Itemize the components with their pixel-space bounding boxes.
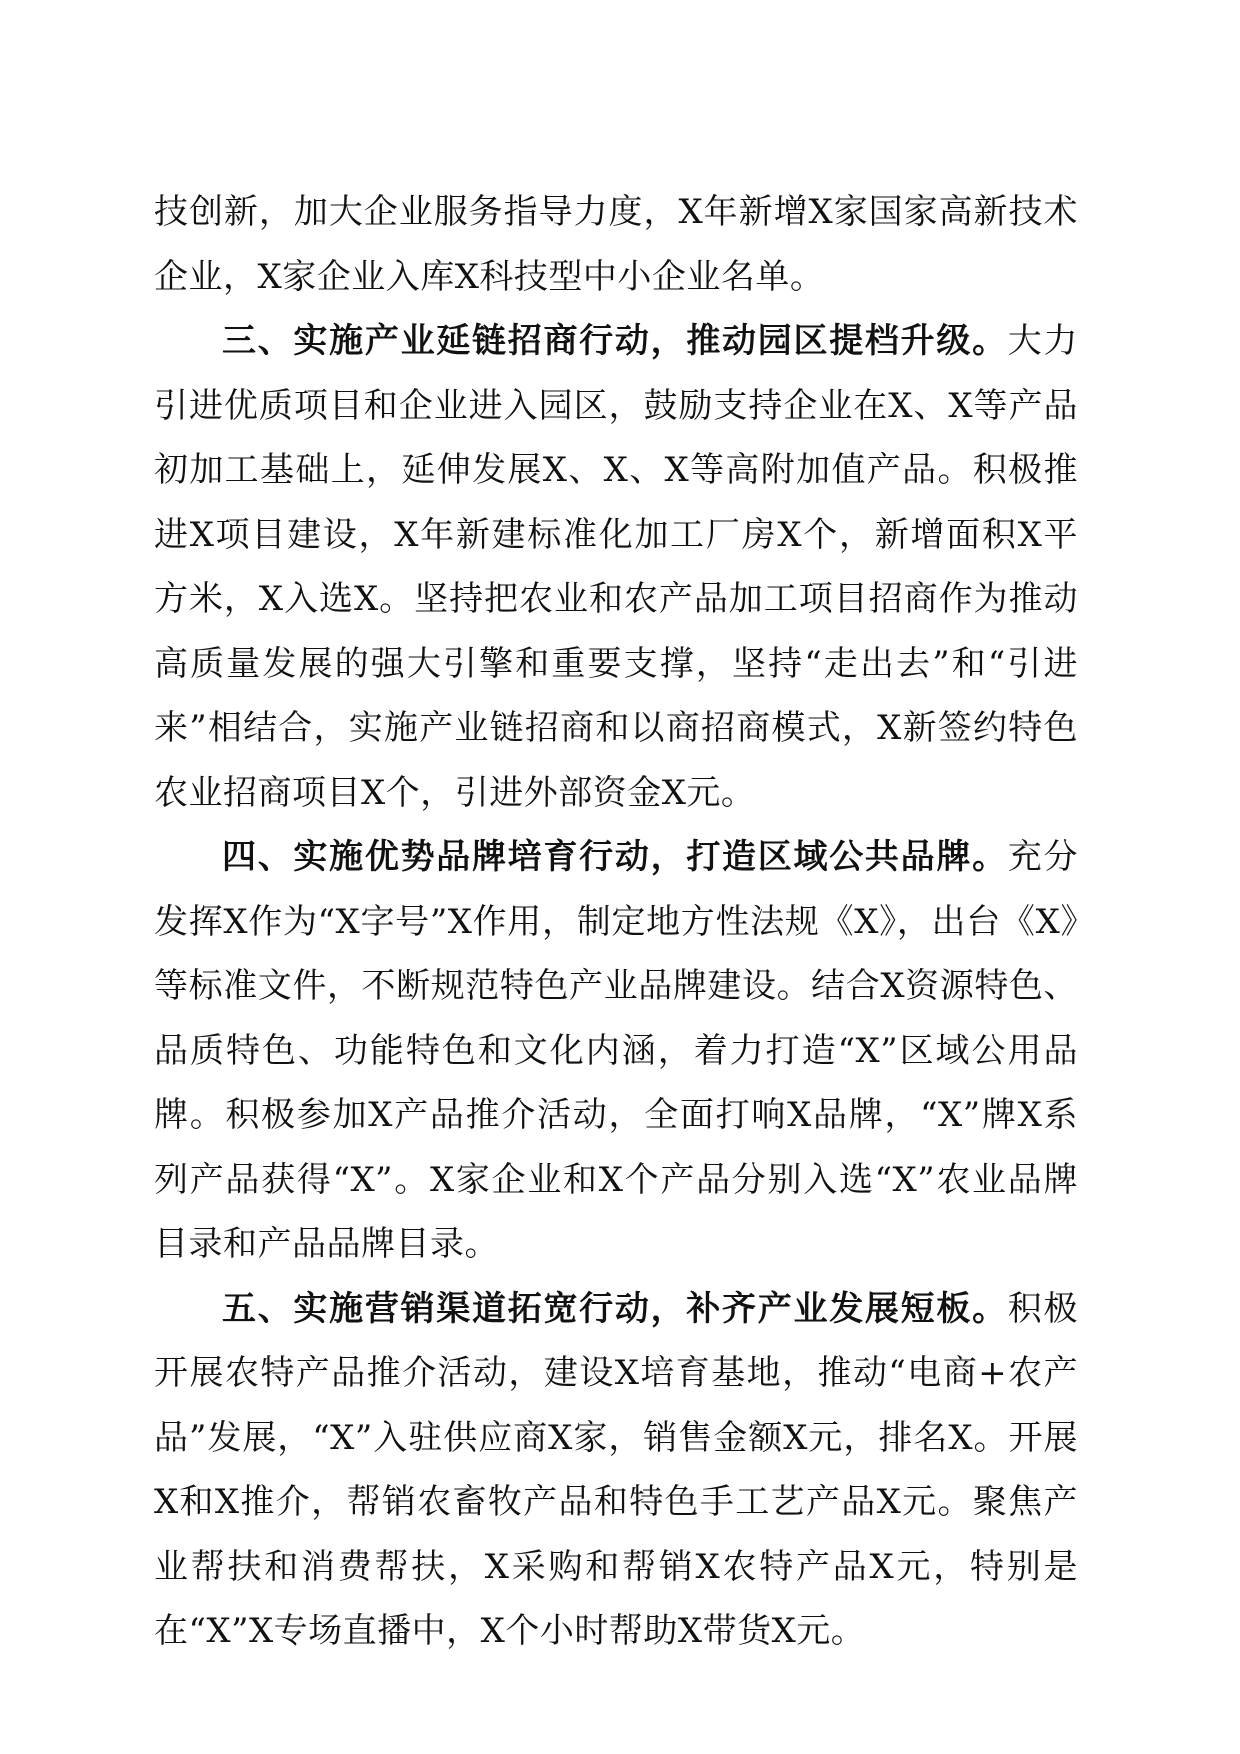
section-four-body: 充分发挥X作为“X字号”X作用，制定地方性法规《X》，出台《X》等标准文件，不断规范特色产业品牌建设。结合X资源特色、品质特色、功能特色和文化内涵，着力打造“X”区域公用品牌。积极参加X产品推介活动，全面打响X品牌，“X”牌X系列产品获得“X”。X家企业和X个产品分别入选“X”农业品牌目录和产品品牌目录。: [154, 837, 1078, 1264]
section-three-heading: 三、实施产业延链招商行动，推动园区提档升级。: [222, 321, 1008, 361]
section-four-heading: 四、实施优势品牌培育行动，打造区域公共品牌。: [222, 837, 1008, 877]
paragraph-section-five: [154, 1277, 1078, 1664]
paragraph-section-three: [154, 309, 1078, 825]
paragraph-body-text: 技创新，加大企业服务指导力度，X年新增X家国家高新技术企业，X家企业入库X科技型中小企业名单。: [154, 192, 1078, 297]
section-five-body: 积极开展农特产品推介活动，建设X培育基地，推动“电商+农产品”发展，“X”入驻供应商X家，销售金额X元，排名X。开展X和X推介，帮销农畜牧产品和特色手工艺产品X元。聚焦产业帮扶和消费帮扶，X采购和帮销X农特产品X元，特别是在“X”X专场直播中，X个小时帮助X带货X元。: [154, 1288, 1078, 1651]
document-body: [154, 180, 1078, 1664]
paragraph-continuation: [154, 180, 1078, 309]
paragraph-section-four: [154, 825, 1078, 1277]
section-three-body: 大力引进优质项目和企业进入园区，鼓励支持企业在X、X等产品初加工基础上，延伸发展X、X、X等高附加值产品。积极推进X项目建设，X年新建标准化加工厂房X个，新增面积X平方米，X入选X。坚持把农业和农产品加工项目招商作为推动高质量发展的强大引擎和重要支撑，坚持“走出去”和“引进来”相结合，实施产业链招商和以商招商模式，X新签约特色农业招商项目X个，引进外部资金X元。: [154, 321, 1078, 813]
section-five-heading: 五、实施营销渠道拓宽行动，补齐产业发展短板。: [222, 1288, 1008, 1329]
